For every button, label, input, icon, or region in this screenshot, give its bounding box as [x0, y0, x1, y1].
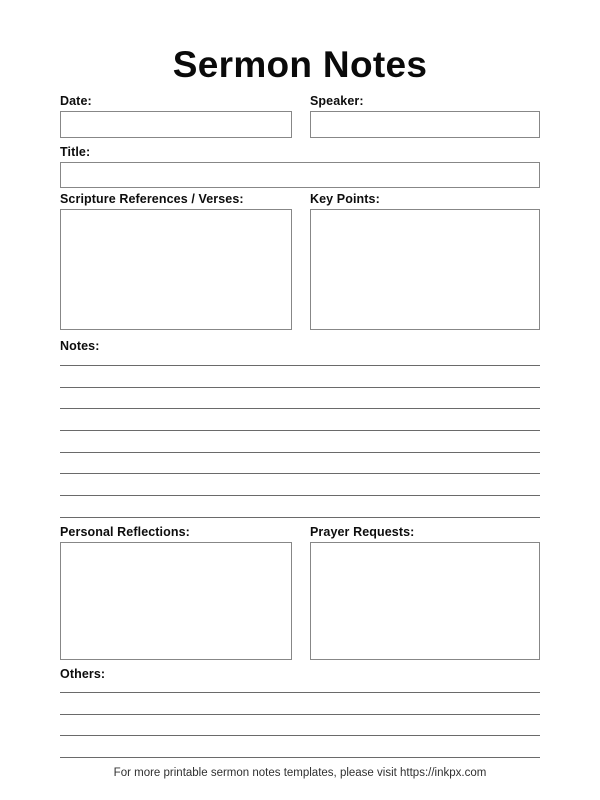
- ruled-line: [60, 684, 540, 693]
- key-points-box: [310, 209, 540, 330]
- scripture-box: [60, 209, 292, 330]
- date-box: [60, 111, 292, 138]
- others-label: Others:: [60, 666, 106, 681]
- title-field: [60, 146, 540, 188]
- ruled-line: [60, 715, 540, 737]
- ruled-line: [60, 409, 540, 431]
- ruled-line: [60, 474, 540, 496]
- ruled-line: [60, 366, 540, 388]
- others-ruled-lines: [60, 684, 540, 758]
- ruled-line: [60, 736, 540, 758]
- title-label: Title:: [60, 145, 91, 159]
- prayer-requests-box: [310, 542, 540, 660]
- scripture-label: Scripture References / Verses:: [60, 192, 244, 206]
- personal-reflections-box: [60, 542, 292, 660]
- notes-label: Notes:: [60, 339, 100, 353]
- notes-section: [60, 340, 540, 518]
- ruled-line: [60, 693, 540, 715]
- footer-note: For more printable sermon notes templates, please visit https://inkpx.com: [113, 766, 487, 779]
- ruled-line: [60, 496, 540, 518]
- ruled-line: [60, 388, 540, 410]
- page-content: [60, 95, 540, 780]
- ruled-line: [60, 356, 540, 366]
- speaker-label: Speaker:: [310, 94, 364, 108]
- reflections-prayer-row: [60, 526, 540, 660]
- date-speaker-row: [60, 95, 540, 138]
- notes-ruled-lines: [60, 356, 540, 518]
- key-points-label: Key Points:: [310, 192, 380, 206]
- page-title: Sermon Notes: [172, 44, 428, 85]
- prayer-requests-label: Prayer Requests:: [310, 524, 415, 539]
- date-field: [60, 95, 292, 138]
- speaker-field: [310, 95, 540, 138]
- scripture-keypoints-row: [60, 193, 540, 330]
- key-points-field: [310, 193, 540, 330]
- others-section: [60, 668, 540, 758]
- ruled-line: [60, 453, 540, 475]
- date-label: Date:: [60, 94, 92, 108]
- scripture-field: [60, 193, 292, 330]
- ruled-line: [60, 431, 540, 453]
- personal-reflections-label: Personal Reflections:: [60, 524, 190, 539]
- personal-reflections-field: [60, 526, 292, 660]
- prayer-requests-field: [310, 526, 540, 660]
- title-box: [60, 162, 540, 188]
- speaker-box: [310, 111, 540, 138]
